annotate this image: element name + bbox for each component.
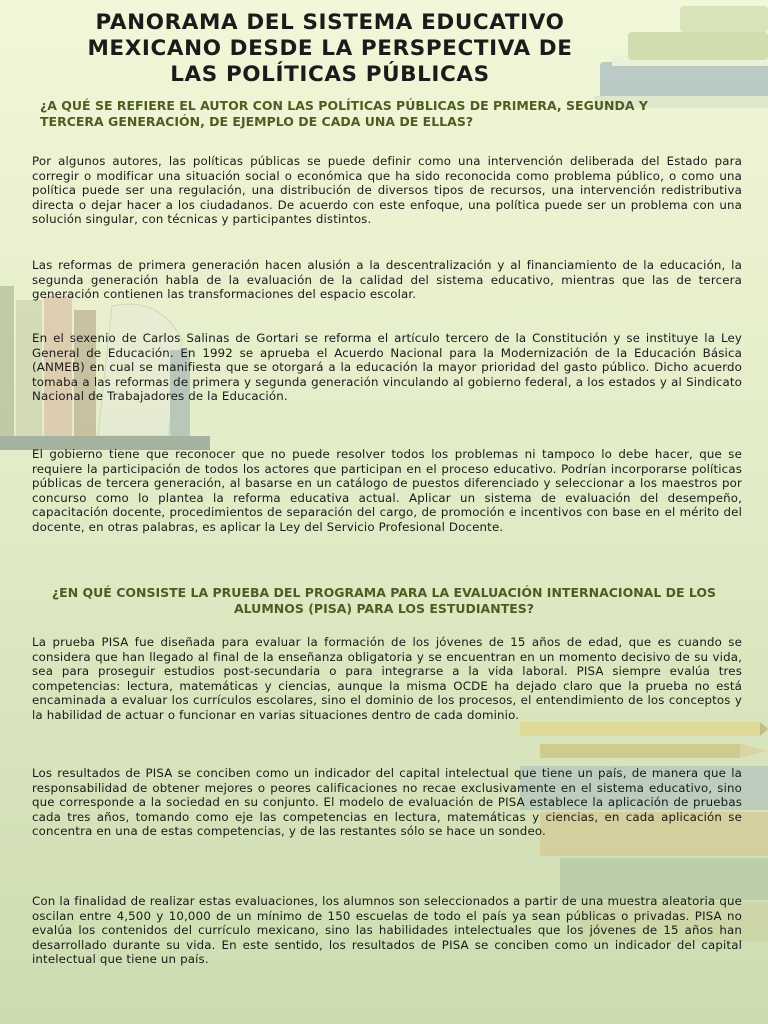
question-heading-1: ¿A QUÉ SE REFIERE EL AUTOR CON LAS POLÍTICAS PÚBLICAS DE PRIMERA, SEGUNDA Y TERCERA GENERACIÓN, DE EJEMPLO DE CADA UNA DE ELLAS?	[40, 98, 648, 129]
paragraph-pisa-sample: Con la finalidad de realizar estas evaluaciones, los alumnos son seleccionados a partir de una muestra aleatoria que oscilan entre 4,500 y 10,000 de un mínimo de 150 escuelas de todo el país ya sean públicas o privadas. PISA no evalúa los contenidos del currículo mexicano, sino las habilidades intelectuales que los jóvenes de 15 años han desarrollado durante su vida. En este sentido, los resultados de PISA se conciben como un indicador del capital intelectual que tiene un país.	[32, 894, 742, 966]
paragraph-pisa-results: Los resultados de PISA se conciben como un indicador del capital intelectual que tiene un país, de manera que la responsabilidad de obtener mejores o peores calificaciones no recae exclusivamente en el sistema educativo, sino que corresponde a la sociedad en su conjunto. El modelo de evaluación de PISA establece la aplicación de pruebas cada tres años, tomando como eje las competencias en lectura, matemáticas y ciencias, en cada aplicación se concentra en una de estas competencias, y de las restantes sólo se hace un sondeo.	[32, 766, 742, 838]
paragraph-salinas: En el sexenio de Carlos Salinas de Gortari se reforma el artículo tercero de la Constitución y se instituye la Ley General de Educación. En 1992 se aprueba el Acuerdo Nacional para la Modernización de la Educación Básica (ANMEB) en cual se manifiesta que se otorgará a la educación la mayor prioridad del gasto público. Dicho acuerdo tomaba a las reformas de primera y segunda generación vinculando al gobierno federal, a los estados y al Sindicato Nacional de Trabajadores de la Educación.	[32, 331, 742, 403]
paragraph-definition: Por algunos autores, las políticas públicas se puede definir como una intervención deliberada del Estado para corregir o modificar una situación social o económica que ha sido reconocida como problema público, o como una política puede ser una regulación, una distribución de diversos tipos de recursos, una intervención redistributiva directa o dejar hacer a los ciudadanos. De acuerdo con este enfoque, una política puede ser un problema con una solución singular, con técnicas y participantes distintos.	[32, 154, 742, 226]
page-title: PANORAMA DEL SISTEMA EDUCATIVO MEXICANO DESDE LA PERSPECTIVA DE LAS POLÍTICAS PÚBLICAS	[87, 10, 573, 87]
paragraph-pisa-design: La prueba PISA fue diseñada para evaluar la formación de los jóvenes de 15 años de edad, que es cuando se considera que han llegado al final de la enseñanza obligatoria y se encuentran en un momento decisivo de su vida, sea para proseguir estudios post-secundaria o para integrarse a la vida laboral. PISA siempre evalúa tres competencias: lectura, matemáticas y ciencias, aunque la misma OCDE ha dejado claro que la prueba no está encaminada a evaluar los currículos escolares, sino el dominio de los procesos, el entendimiento de los conceptos y la habilidad de actuar o funcionar en varias situaciones dentro de cada dominio.	[32, 635, 742, 722]
paragraph-generations: Las reformas de primera generación hacen alusión a la descentralización y al financiamiento de la educación, la segunda generación habla de la evaluación de la calidad del sistema educativo, mientras que las de tercera generación contienen las transformaciones del espacio escolar.	[32, 258, 742, 301]
paragraph-government: El gobierno tiene que reconocer que no puede resolver todos los problemas ni tampoco lo debe hacer, que se requiere la participación de todos los actores que participan en el proceso educativo. Podrían incorporarse políticas públicas de tercera generación, al basarse en un catálogo de puestos diferenciado y seleccionar a los maestros por concurso como lo plantea la reforma educativa actual. Aplicar un sistema de evaluación del desempeño, capacitación docente, procedimientos de separación del cargo, de promoción e incentivos con base en el mérito del docente, en otras palabras, es aplicar la Ley del Servicio Profesional Docente.	[32, 447, 742, 534]
question-heading-2: ¿EN QUÉ CONSISTE LA PRUEBA DEL PROGRAMA PARA LA EVALUACIÓN INTERNACIONAL DE LOS ALUMNOS (PISA) PARA LOS ESTUDIANTES?	[51, 585, 717, 616]
